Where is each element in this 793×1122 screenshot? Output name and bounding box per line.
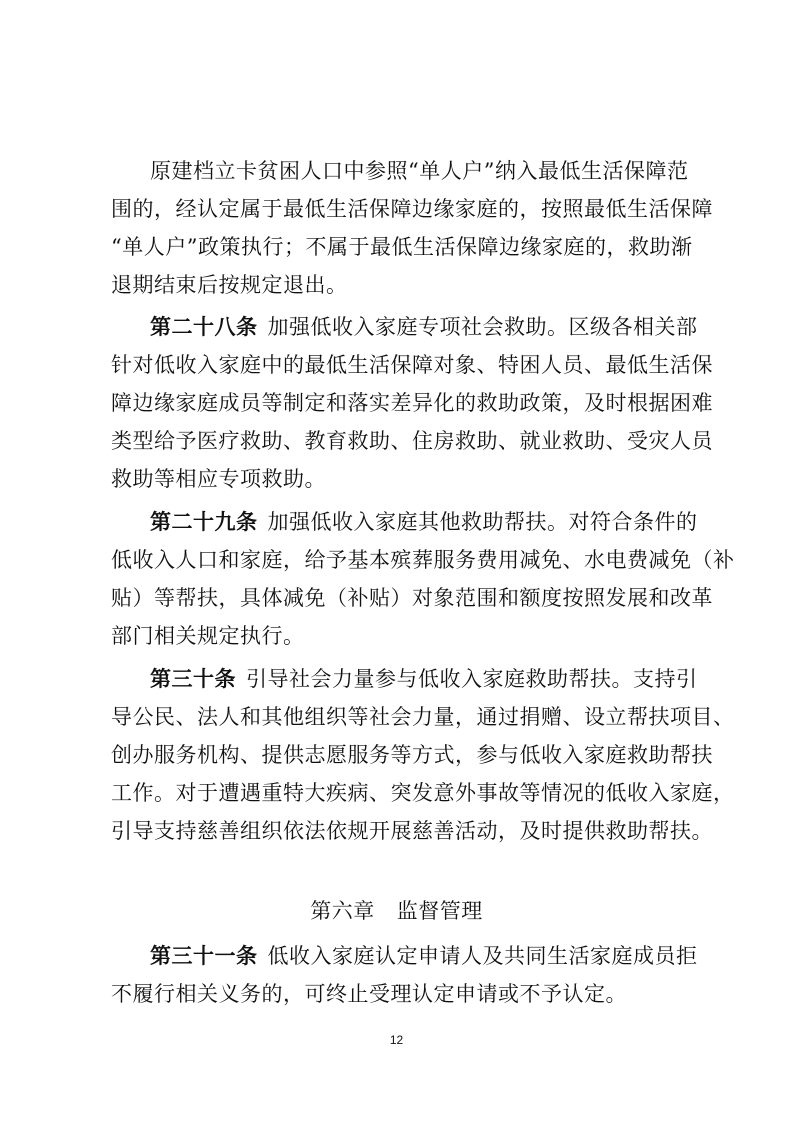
- article-30-heading: 第三十条: [150, 667, 236, 691]
- article-28-heading: 第二十八条: [150, 315, 258, 339]
- article-28-text: 加强低收入家庭专项社会救助。区级各相关部: [267, 315, 698, 339]
- paragraph-line: 救助等相应专项救助。: [111, 467, 326, 491]
- paragraph-line: 针对低收入家庭中的最低生活保障对象、特困人员、最低生活保: [111, 353, 713, 377]
- paragraph-line: 类型给予医疗救助、教育救助、住房救助、就业救助、受灾人员: [111, 429, 713, 453]
- article-30-first-line: [150, 664, 698, 694]
- chapter-heading: [0, 896, 793, 926]
- paragraph-line: 低收入人口和家庭，给予基本殡葬服务费用减免、水电费减免（补: [111, 548, 735, 572]
- article-31-first-line: [150, 941, 698, 971]
- paragraph-line: 引导支持慈善组织依法依规开展慈善活动，及时提供救助帮扶。: [111, 819, 713, 843]
- paragraph-line: 原建档立卡贫困人口中参照“单人户”纳入最低生活保障范: [150, 159, 689, 183]
- paragraph-line: 导公民、法人和其他组织等社会力量，通过捐赠、设立帮扶项目、: [111, 705, 735, 729]
- paragraph-line: 贴）等帮扶，具体减免（补贴）对象范围和额度按照发展和改革: [111, 586, 713, 610]
- article-29-heading: 第二十九条: [150, 510, 258, 534]
- paragraph-line: 障边缘家庭成员等制定和落实差异化的救助政策，及时根据困难: [111, 391, 713, 415]
- chapter-number: 第六章: [310, 899, 375, 923]
- paragraph-line: 退期结束后按规定退出。: [111, 273, 348, 297]
- article-28-first-line: [150, 312, 698, 342]
- paragraph-line: 不履行相关义务的，可终止受理认定申请或不予认定。: [111, 982, 627, 1006]
- article-30-text: 引导社会力量参与低收入家庭救助帮扶。支持引: [246, 667, 698, 691]
- paragraph-line: 工作。对于遭遇重特大疾病、突发意外事故等情况的低收入家庭，: [111, 781, 735, 805]
- article-31-heading: 第三十一条: [150, 944, 258, 968]
- paragraph-line: 创办服务机构、提供志愿服务等方式，参与低收入家庭救助帮扶: [111, 743, 713, 767]
- paragraph-line: “单人户”政策执行；不属于最低生活保障边缘家庭的，救助渐: [111, 235, 693, 259]
- paragraph-line: 部门相关规定执行。: [111, 624, 305, 648]
- article-29-first-line: [150, 507, 698, 537]
- chapter-title: 监督管理: [396, 899, 483, 923]
- paragraph-line: 围的，经认定属于最低生活保障边缘家庭的，按照最低生活保障: [111, 197, 713, 221]
- page-number: 12: [389, 1033, 404, 1047]
- article-31-text: 低收入家庭认定申请人及共同生活家庭成员拒: [267, 944, 698, 968]
- article-29-text: 加强低收入家庭其他救助帮扶。对符合条件的: [267, 510, 698, 534]
